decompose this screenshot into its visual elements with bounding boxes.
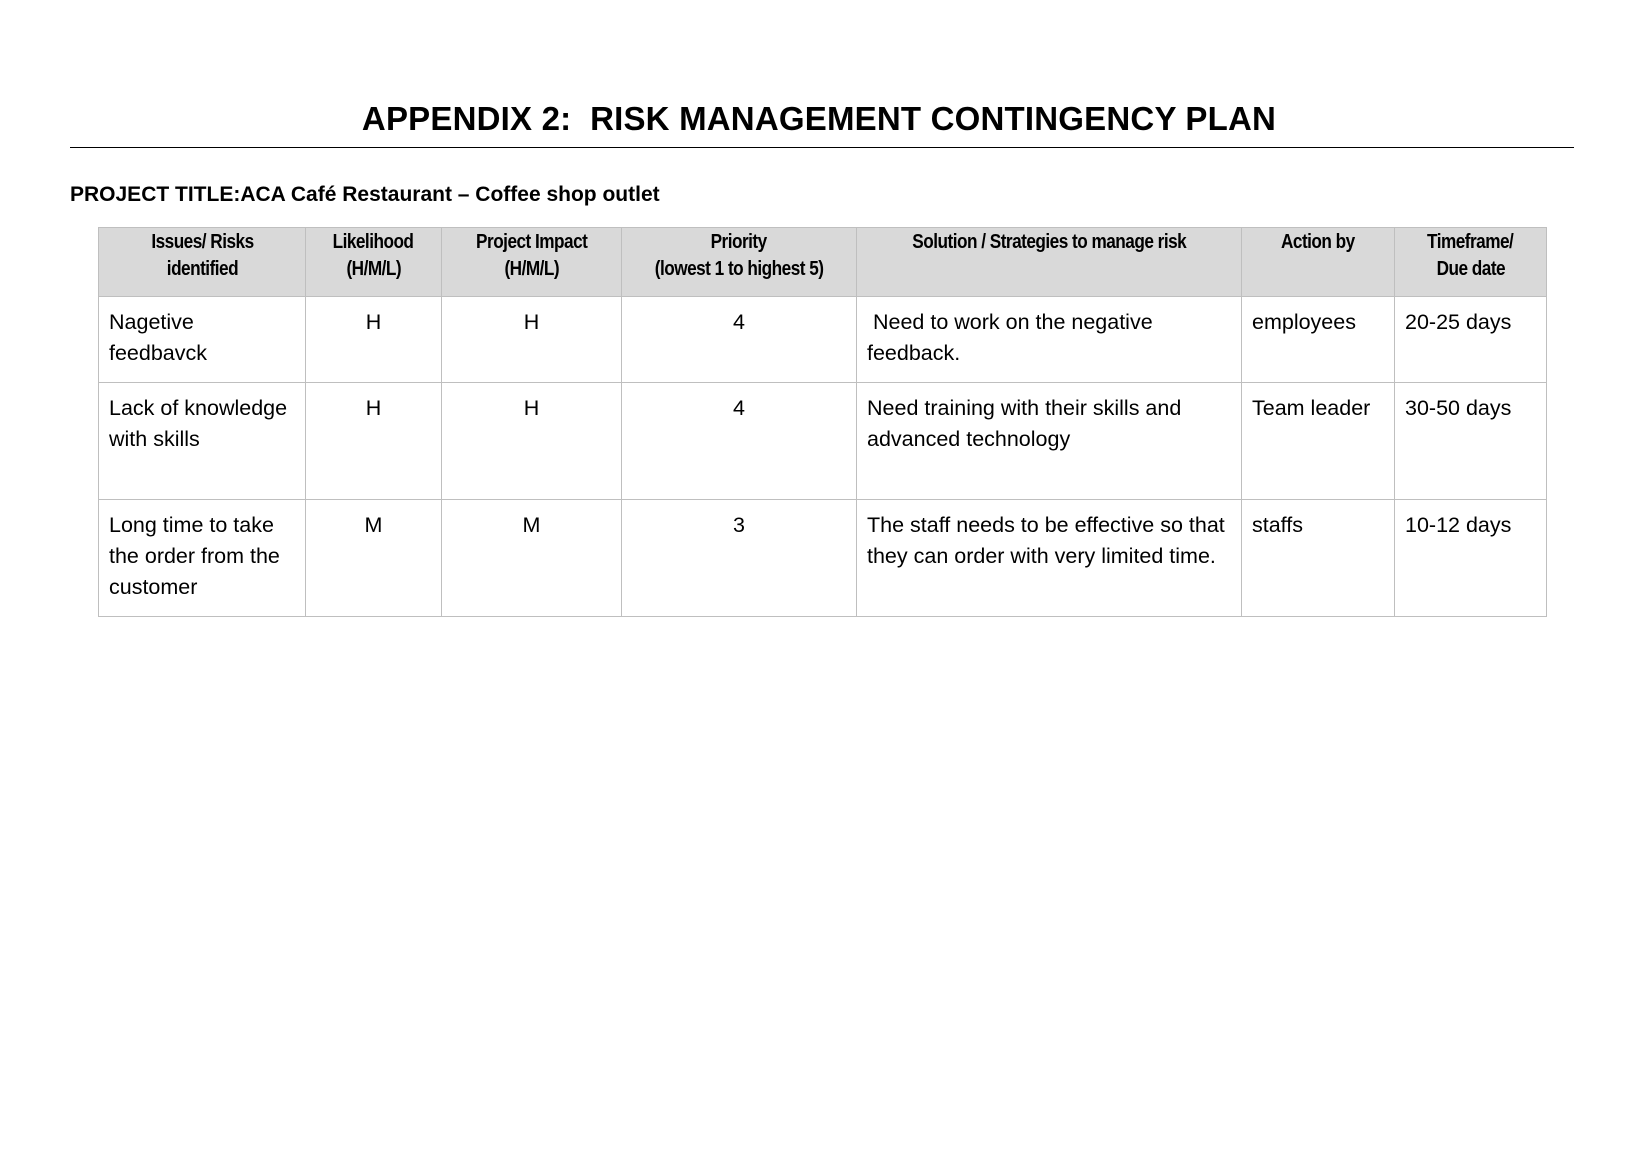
header-priority-line2: (lowest 1 to highest 5)	[654, 258, 824, 280]
header-issues-line2: identified	[166, 258, 238, 280]
header-issues	[99, 228, 306, 297]
table-row	[99, 500, 1547, 617]
cell-issue: Lack of knowledge with skills	[99, 383, 306, 500]
table-header-row	[99, 228, 1547, 297]
header-action-by	[1242, 228, 1395, 297]
cell-solution: Need to work on the negative feedback.	[857, 297, 1242, 383]
header-solution-text: Solution / Strategies to manage risk	[912, 231, 1186, 253]
header-likelihood-line2: (H/M/L)	[346, 258, 401, 280]
cell-action-by: employees	[1242, 297, 1395, 383]
cell-likelihood: H	[306, 297, 442, 383]
cell-likelihood: H	[306, 383, 442, 500]
risk-table	[98, 227, 1547, 617]
title-divider	[70, 147, 1574, 148]
header-action-by-text: Action by	[1281, 231, 1355, 253]
header-timeframe	[1395, 228, 1547, 297]
cell-priority: 4	[622, 383, 857, 500]
header-priority	[622, 228, 857, 297]
cell-action-by: staffs	[1242, 500, 1395, 617]
header-issues-line1: Issues/ Risks	[150, 231, 254, 253]
cell-solution: The staff needs to be effective so that they can order with very limited time.	[857, 500, 1242, 617]
header-impact-line1: Project Impact	[475, 231, 588, 253]
cell-impact: M	[442, 500, 622, 617]
cell-priority: 4	[622, 297, 857, 383]
header-timeframe-line1: Timeframe/	[1427, 231, 1514, 253]
cell-solution: Need training with their skills and advanced technology	[857, 383, 1242, 500]
page-title: APPENDIX 2: RISK MANAGEMENT CONTINGENCY PLAN	[361, 100, 1277, 137]
header-priority-line1: Priority	[710, 231, 768, 253]
cell-issue: Nagetive feedbavck	[99, 297, 306, 383]
header-timeframe-line2: Due date	[1436, 258, 1505, 280]
header-likelihood	[306, 228, 442, 297]
cell-timeframe: 30-50 days	[1395, 383, 1547, 500]
cell-action-by: Team leader	[1242, 383, 1395, 500]
cell-issue: Long time to take the order from the customer	[99, 500, 306, 617]
header-solution	[857, 228, 1242, 297]
table-row	[99, 297, 1547, 383]
cell-likelihood: M	[306, 500, 442, 617]
cell-timeframe: 10-12 days	[1395, 500, 1547, 617]
cell-impact: H	[442, 383, 622, 500]
cell-priority: 3	[622, 500, 857, 617]
cell-timeframe: 20-25 days	[1395, 297, 1547, 383]
header-impact-line2: (H/M/L)	[504, 258, 559, 280]
header-impact	[442, 228, 622, 297]
table-row	[99, 383, 1547, 500]
cell-impact: H	[442, 297, 622, 383]
project-title: PROJECT TITLE:ACA Café Restaurant – Coffee shop outlet	[70, 183, 660, 206]
header-likelihood-line1: Likelihood	[333, 231, 414, 253]
